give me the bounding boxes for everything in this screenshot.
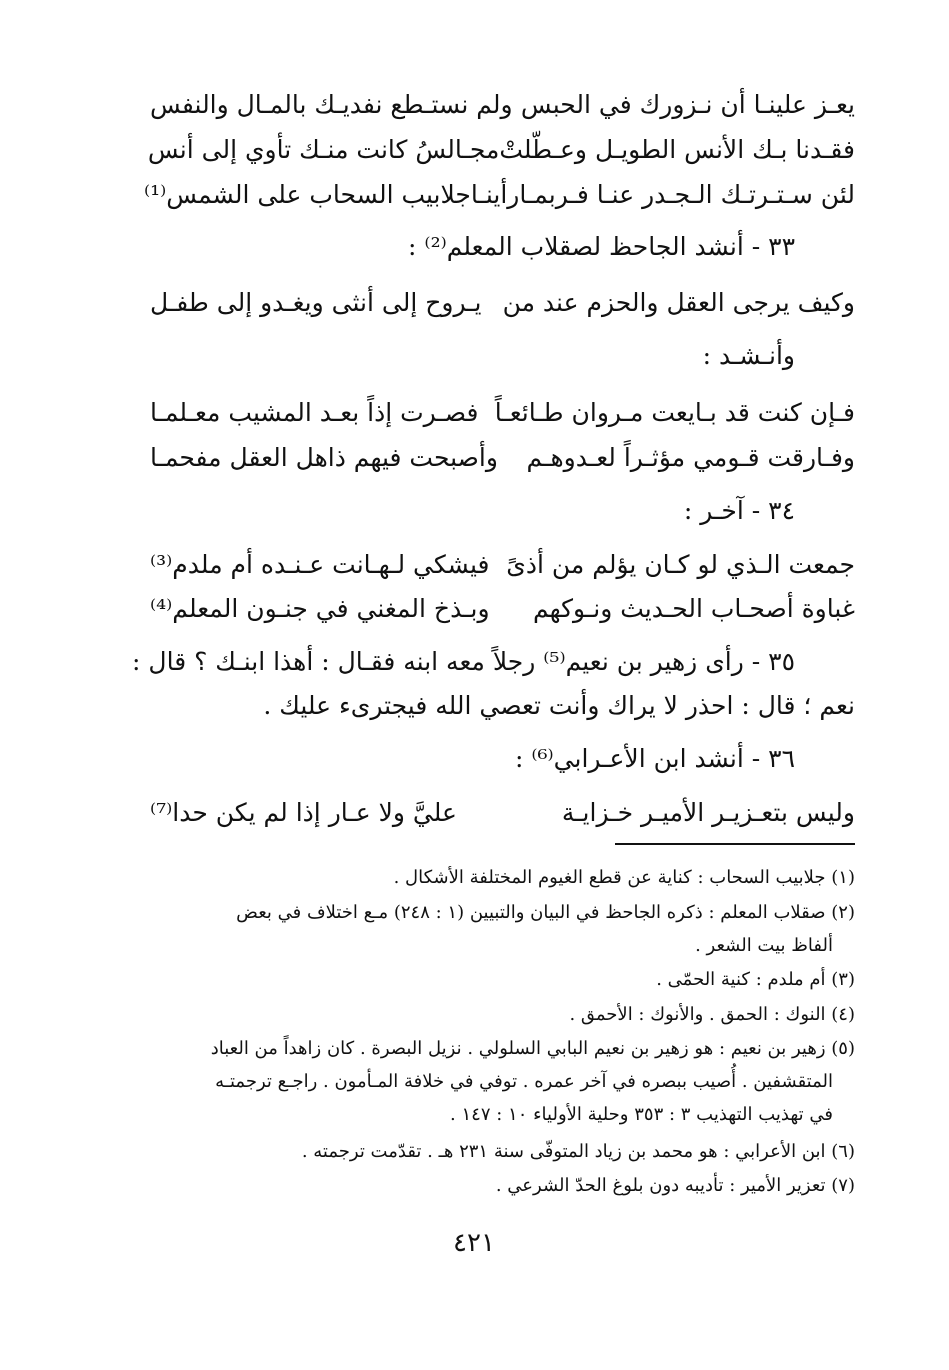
verse-hemistich-left: مجـالسُ كانت منـك تأوي إلى أنس [147, 134, 500, 164]
footnote-1: (١) جلابيب السحاب : كناية عن قطع الغيوم المختلفة الأشكال . [393, 867, 855, 888]
verse-hemistich-left: فصـرت إذاً بعـد المشيب معـلمـا [150, 397, 479, 427]
footnote-4: (٤) النوك : الحمق . والأنوك : الأحمق . [569, 1004, 855, 1025]
verse-hemistich-right: يعـز علينـا أن نـزورك في الحبس [520, 89, 855, 119]
footnote-5: (٥) زهير بن نعيم : هو زهير بن نعيم البابي السلولي . نزيل البصرة . كان زاهداً من العباد [210, 1038, 855, 1059]
item-33-heading: ٣٣ - أنشد الجاحظ لصقلاب المعلم⁽²⁾ : [408, 232, 795, 261]
verse-hemistich-left: يـروح إلى أنثى ويغـدو إلى طفـل [150, 287, 482, 317]
verse-hemistich-right: جمعت الـذي لو كـان يؤلم من أذىً [506, 549, 855, 579]
verse-hemistich-left: فيشكي لـهـانت عـنـده أم ملدم⁽³⁾ [150, 549, 490, 579]
item-36-heading: ٣٦ - أنشد ابن الأعـرابي⁽⁶⁾ : [514, 744, 795, 773]
footnote-5-continued: المتقشفين . أُصيب ببصره في آخر عمره . توفي في خلافة المـأمون . راجـع ترجمتـه [215, 1071, 833, 1092]
verse-hemistich-right: فـإن كنت قد بـايعت مـروان طـائعـاً [494, 397, 855, 427]
verse-hemistich-left: رأينـاجلابيب السحاب على الشمس⁽¹⁾ [143, 179, 520, 209]
verse-hemistich-right: لئن سـتـرتـك الـجـدر عنـا فـربمـا [519, 179, 855, 209]
item-35-line-2: نعم ؛ قال : احذر لا يراك وأنت تعصي الله فيجترىء عليك . [263, 691, 855, 720]
verse-hemistich-right: غباوة أصحـاب الحـديث ونـوكهم [532, 593, 855, 623]
footnote-2: (٢) صقلاب المعلم : ذكره الجاحظ في البيان والتبيين (١ : ٢٤٨) مـع اختلاف في بعض [236, 902, 855, 923]
verse-line [150, 390, 855, 434]
verse-line [150, 280, 855, 324]
footnote-7: (٧) تعزير الأمير : تأديبه دون بلوغ الحدّ الشرعي . [495, 1175, 855, 1196]
verse-hemistich-right: وفـارقت قـومي مؤثـراً لعـدوهـم [526, 442, 855, 472]
item-35-line-1: ٣٥ - رأى زهير بن نعيم⁽⁵⁾ رجلاً معه ابنه فقـال : أهذا ابنـك ؟ قال : [132, 647, 795, 676]
verse-hemistich-left: ولم نستـطع نفديـك بالمـال والنفس [150, 89, 513, 119]
verse-line [143, 172, 855, 216]
footnote-5-continued: في تهذيب التهذيب ٣ : ٣٥٣ وحلية الأولياء ١٠ : ١٤٧ . [450, 1104, 833, 1125]
footnote-divider [615, 843, 855, 845]
footnote-6: (٦) ابن الأعرابي : هو محمد بن زياد المتوفّى سنة ٢٣١ هـ . تقدّمت ترجمته . [301, 1141, 855, 1162]
footnote-3: (٣) أم ملدم : كنية الحمّى . [656, 969, 855, 990]
verse-line [150, 82, 855, 126]
wa-anshad-label: وأنـشـد : [702, 341, 795, 370]
verse-line [150, 790, 855, 834]
item-34-heading: ٣٤ - آخـر : [683, 496, 795, 525]
verse-hemistich-right: وكيف يرجى العقل والحزم عند من [502, 287, 855, 317]
verse-line [150, 542, 855, 586]
verse-hemistich-right: وليس بتعـزيـر الأميـر خـزايـة [561, 797, 855, 827]
verse-line [147, 127, 855, 171]
verse-hemistich-left: وأصبحت فيهم ذاهل العقل مفحمـا [150, 442, 498, 472]
footnote-2-continued: ألفاظ بيت الشعر . [695, 935, 833, 956]
verse-line [150, 586, 855, 630]
verse-hemistich-right: فقـدنا بـك الأنس الطويـل وعـطّلتْ [499, 134, 855, 164]
verse-hemistich-left: عليَّ ولا عـار إذا لم يكن حدا⁽⁷⁾ [150, 797, 457, 827]
page-number: ٤٢١ [453, 1228, 495, 1258]
verse-line [150, 435, 855, 479]
verse-hemistich-left: وبـذخ المغني في جنـون المعلم⁽⁴⁾ [150, 593, 490, 623]
